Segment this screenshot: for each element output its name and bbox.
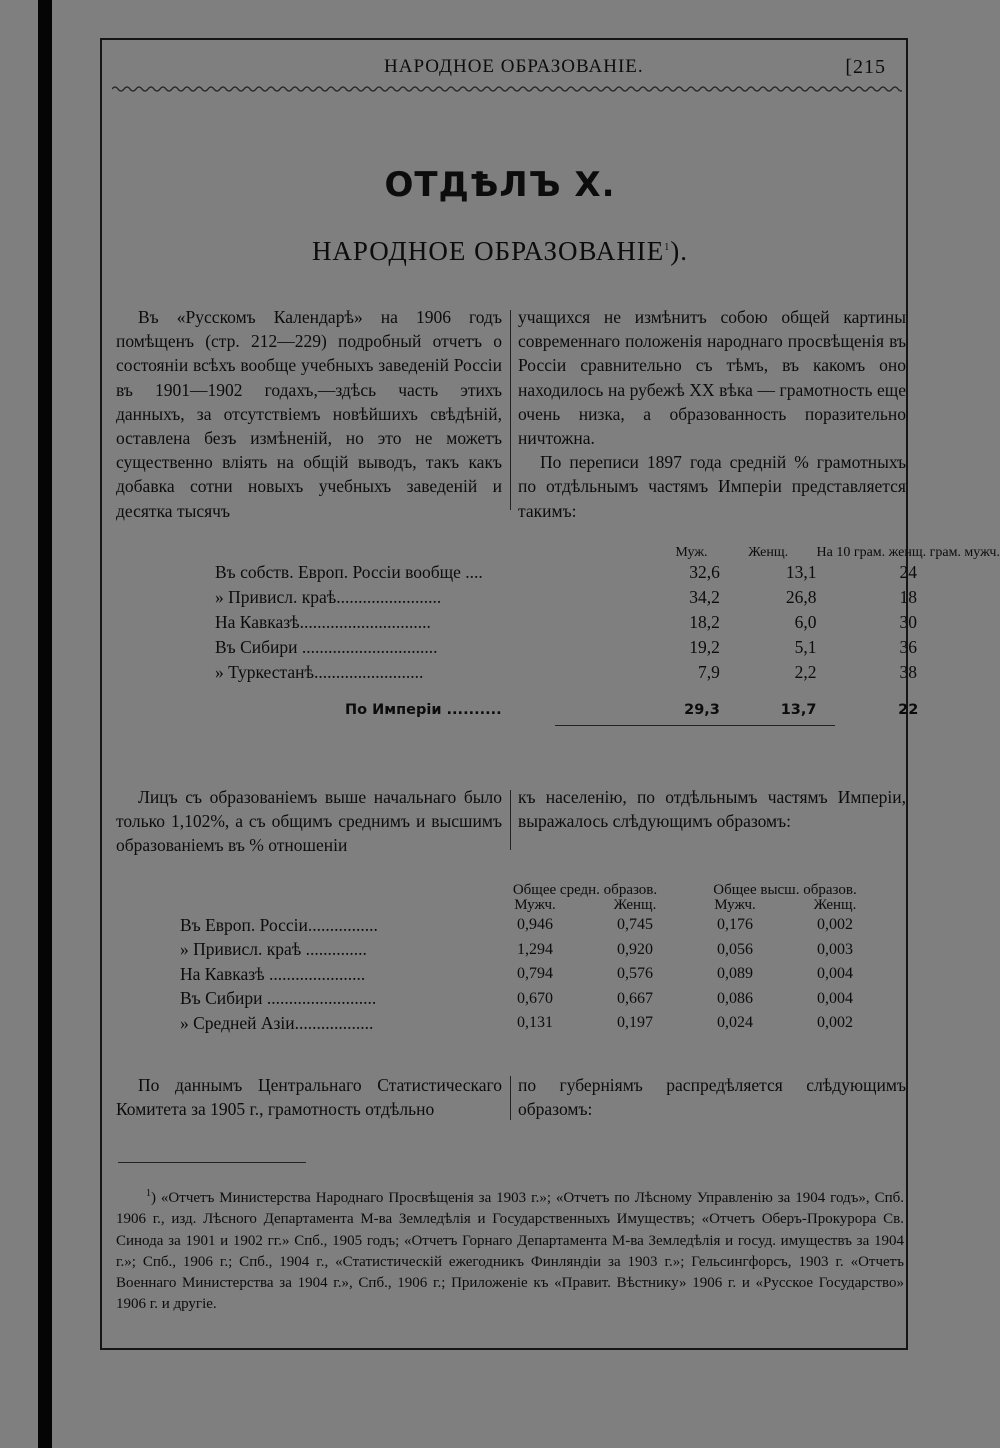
men-value: 18,2 bbox=[689, 612, 720, 632]
intro-right-paragraph-2: По переписи 1897 года средній % грамотныхъ по отдѣльнымъ частямъ Имперіи представляется такимъ: bbox=[518, 452, 906, 521]
total-men: 29,3 bbox=[684, 702, 720, 718]
header-secondary: Общее средн. образов. bbox=[512, 882, 658, 898]
high-women-value: 0,004 bbox=[817, 989, 853, 1007]
women-value: 2,2 bbox=[794, 662, 817, 682]
sec-women-value: 0,920 bbox=[617, 940, 653, 958]
section-title-end: ). bbox=[670, 236, 689, 266]
running-head bbox=[104, 56, 904, 86]
row-label: » Привисл. краѣ........................ bbox=[215, 587, 442, 607]
high-women-value: 0,002 bbox=[817, 916, 853, 934]
high-men-value: 0,086 bbox=[717, 989, 753, 1007]
row-label: Въ Сибири ......................... bbox=[180, 988, 377, 1009]
subheader-men: Мужч. bbox=[514, 897, 556, 913]
intro-right-paragraph: учащихся не измѣнитъ собою общей картины современнаго положенія народнаго просвѣщенія въ Россіи сравнительно съ тѣмъ, въ какомъ оно находилось на рубежѣ XX вѣка — грамотность еще очень низка, а образованность поразительно ничтожна. bbox=[518, 307, 906, 449]
wavy-rule bbox=[112, 84, 902, 94]
sec-women-value: 0,745 bbox=[617, 916, 653, 934]
para2-left-column bbox=[116, 785, 502, 858]
table-row bbox=[180, 938, 885, 963]
total-rule bbox=[555, 725, 835, 726]
total-women: 13,7 bbox=[780, 702, 817, 718]
table-row bbox=[180, 987, 885, 1012]
row-label: » Привисл. краѣ .............. bbox=[180, 939, 367, 960]
row-label: » Средней Азіи.................. bbox=[180, 1012, 374, 1033]
intro-left-paragraph: Въ «Русскомъ Календарѣ» на 1906 годъ помѣщенъ (стр. 212—229) подробный отчетъ о состояніи всѣхъ вообще учебныхъ заведеній Россіи въ 1901—1902 годахъ,—здѣсь часть этихъ данныхъ, за отсутствіемъ новѣйшихъ свѣдѣній, оставлена безъ измѣненій, но это не можетъ существенно вліять на общій выводъ, такъ какъ добавка сотни новыхъ учебныхъ заведеній и десятка тысячъ bbox=[116, 307, 502, 521]
footnote bbox=[116, 1183, 904, 1316]
total-label: По Имперіи .......... bbox=[345, 702, 502, 718]
high-men-value: 0,024 bbox=[717, 1014, 753, 1032]
subheader-men: Мужч. bbox=[714, 897, 756, 913]
high-men-value: 0,089 bbox=[717, 965, 753, 983]
table-row bbox=[215, 560, 1000, 585]
men-value: 19,2 bbox=[689, 637, 720, 657]
women-value: 6,0 bbox=[794, 612, 817, 632]
men-value: 34,2 bbox=[689, 587, 720, 607]
high-men-value: 0,176 bbox=[717, 916, 753, 934]
section-title-text: НАРОДНОЕ ОБРАЗОВАНІЕ bbox=[311, 236, 665, 266]
table-row bbox=[180, 962, 885, 987]
ratio-value: 30 bbox=[899, 612, 917, 632]
footnote-text: ) «Отчетъ Министерства Народнаго Просвѣщенія за 1903 г.»; «Отчетъ по Лѣсному Управленію за 1904 годъ», Спб. 1906 г., изд. Лѣсного Департамента М-ва Земледѣлія и Государственныхъ Имуществъ; «Отчетъ Оберъ-Прокурора Св. Синода за 1901 и 1902 гг.» Спб., 1905 годъ; «Отчетъ Горнаго Департамента М-ва Земледѣлія и госуд. имуществъ за 1904 г.»; Спб., 1906 г.; Спб., 1904 г., «Статистическій ежегодникъ Финляндіи за 1903 г.»; Гельсингфорсъ, 1903 г. «Отчетъ Военнаго Министерства за 1904 г.», Спб., 1906 г.; Приложеніе къ «Правит. Вѣстнику» 1906 г. и «Русское Государство» 1906 г. и другіе. bbox=[116, 1190, 904, 1313]
para2-left-paragraph: Лицъ съ образованіемъ выше начальнаго было только 1,102%, а съ общимъ среднимъ и высшимъ образованіемъ въ % отношеніи bbox=[116, 787, 502, 856]
high-women-value: 0,002 bbox=[817, 1014, 853, 1032]
table-row bbox=[215, 660, 1000, 685]
row-label: На Кавказѣ ...................... bbox=[180, 963, 366, 984]
column-divider bbox=[510, 790, 511, 850]
total-ratio: 22 bbox=[898, 702, 919, 718]
row-label: Въ Европ. Россіи................ bbox=[180, 914, 378, 935]
subheader-women: Женщ. bbox=[613, 897, 657, 913]
section-title bbox=[0, 236, 1000, 267]
table-header-row bbox=[180, 883, 885, 898]
high-women-value: 0,003 bbox=[817, 940, 853, 958]
ratio-value: 24 bbox=[899, 562, 917, 582]
sec-men-value: 0,670 bbox=[517, 989, 553, 1007]
ratio-value: 38 bbox=[899, 662, 917, 682]
header-ratio: На 10 грам. женщ. грам. мужч. bbox=[816, 545, 1000, 560]
women-value: 5,1 bbox=[794, 637, 817, 657]
running-head-title: НАРОДНОЕ ОБРАЗОВАНІЕ. bbox=[384, 56, 644, 77]
table-total-row bbox=[215, 695, 1000, 725]
intro-right-column bbox=[518, 305, 906, 523]
row-label: На Кавказѣ.............................. bbox=[215, 612, 431, 632]
page-number: [215 bbox=[845, 56, 886, 78]
intro-left-column bbox=[116, 305, 502, 523]
literacy-table bbox=[215, 545, 1000, 725]
section-number: ОТДѢЛЪ X. bbox=[384, 165, 616, 205]
row-label: » Туркестанѣ......................... bbox=[215, 662, 424, 682]
table-subheader-row bbox=[180, 898, 885, 913]
footnote-rule bbox=[118, 1162, 306, 1163]
sec-men-value: 0,794 bbox=[517, 965, 553, 983]
sec-women-value: 0,197 bbox=[617, 1014, 653, 1032]
column-divider bbox=[510, 1076, 511, 1120]
table-header-row bbox=[215, 545, 1000, 560]
para2-right-paragraph: къ населенію, по отдѣльнымъ частямъ Имперіи, выражалось слѣдующимъ образомъ: bbox=[518, 787, 906, 832]
sec-men-value: 0,946 bbox=[517, 916, 553, 934]
sec-men-value: 0,131 bbox=[517, 1014, 553, 1032]
row-label: Въ собств. Европ. Россіи вообще .... bbox=[215, 562, 483, 582]
men-value: 32,6 bbox=[689, 562, 720, 582]
table-row bbox=[215, 585, 1000, 610]
ratio-value: 36 bbox=[899, 637, 917, 657]
table-row bbox=[180, 1011, 885, 1036]
book-spine-edge bbox=[38, 0, 52, 1448]
para2-right-column bbox=[518, 785, 906, 833]
para3-left-paragraph: По даннымъ Центральнаго Статистическаго Комитета за 1905 г., грамотность отдѣльно bbox=[116, 1075, 502, 1120]
table-row bbox=[180, 913, 885, 938]
sec-men-value: 1,294 bbox=[517, 940, 553, 958]
high-men-value: 0,056 bbox=[717, 940, 753, 958]
para3-left-column bbox=[116, 1073, 502, 1121]
men-value: 7,9 bbox=[698, 662, 720, 682]
footnote-ref: 1 bbox=[664, 242, 671, 253]
education-table bbox=[180, 883, 885, 1036]
column-divider bbox=[510, 310, 511, 510]
high-women-value: 0,004 bbox=[817, 965, 853, 983]
sec-women-value: 0,576 bbox=[617, 965, 653, 983]
women-value: 26,8 bbox=[785, 587, 817, 607]
ratio-value: 18 bbox=[899, 587, 917, 607]
sec-women-value: 0,667 bbox=[617, 989, 653, 1007]
subheader-women: Женщ. bbox=[813, 897, 857, 913]
table-row bbox=[215, 610, 1000, 635]
footnote-mark: 1 bbox=[146, 1188, 151, 1199]
para3-right-column bbox=[518, 1073, 906, 1121]
header-men: Муж. bbox=[675, 545, 708, 560]
header-higher: Общее высш. образов. bbox=[713, 882, 857, 898]
table-row bbox=[215, 635, 1000, 660]
row-label: Въ Сибири ............................... bbox=[215, 637, 438, 657]
women-value: 13,1 bbox=[785, 562, 817, 582]
header-women: Женщ. bbox=[748, 545, 789, 560]
para3-right-paragraph: по губерніямъ распредѣляется слѣдующимъ образомъ: bbox=[518, 1075, 906, 1120]
